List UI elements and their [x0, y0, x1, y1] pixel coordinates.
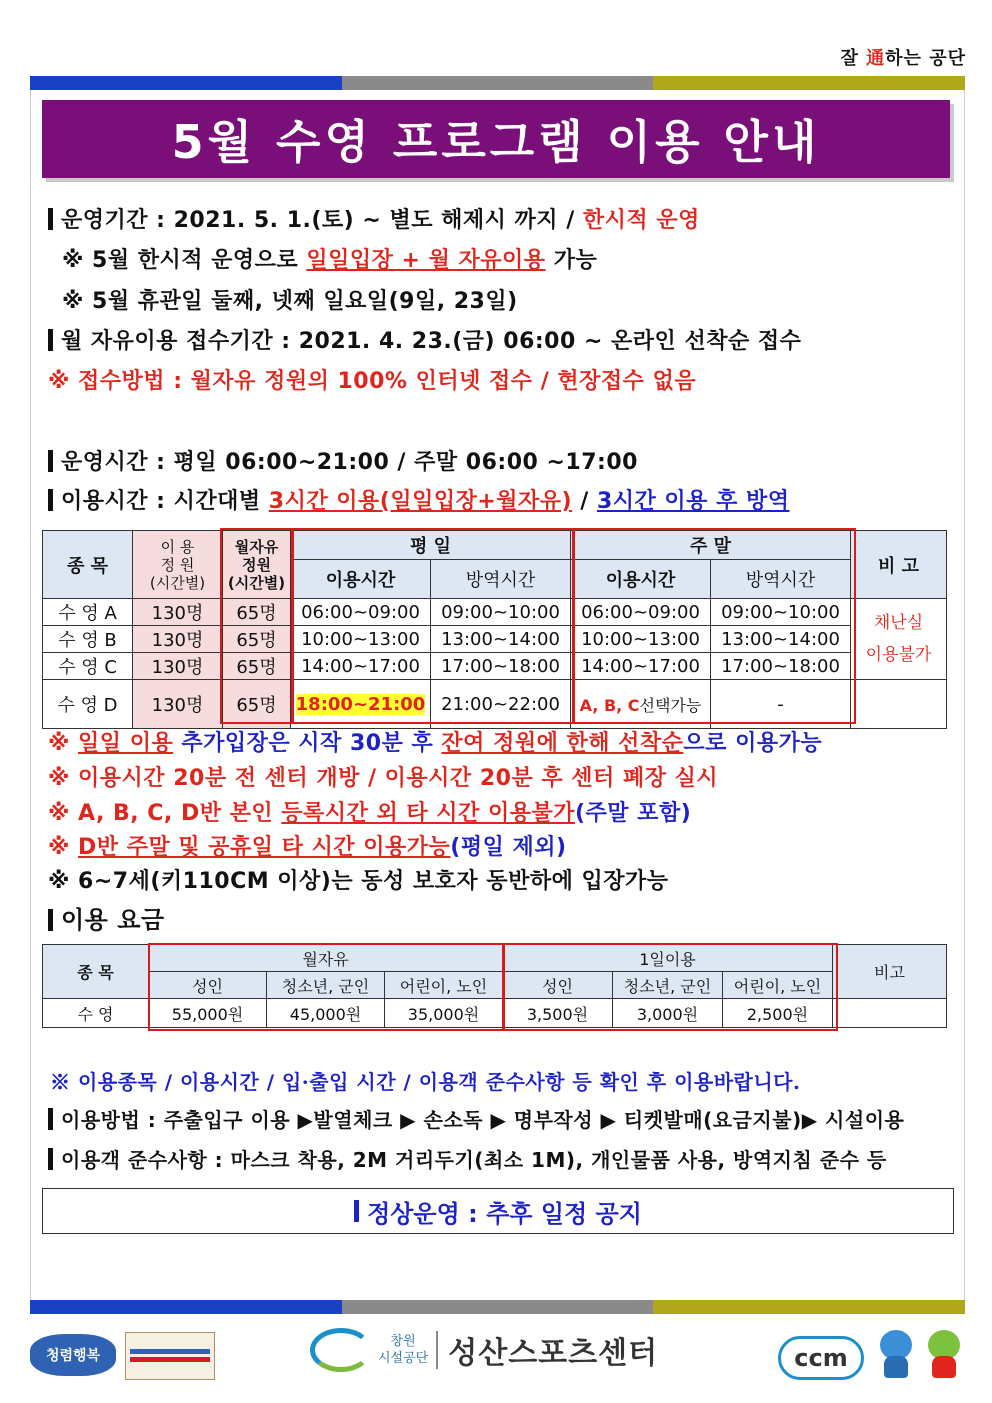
ccm-logo: ccm: [778, 1336, 864, 1380]
weekend-highlight-box: [572, 528, 856, 724]
h-weekend: 주 말: [571, 531, 851, 560]
h-capacity: 이 용 정 원 (시간별): [133, 531, 223, 599]
table-row: 수 영 55,000원 45,000원 35,000원 3,500원 3,000원 2,500원: [43, 999, 947, 1028]
title-banner: [42, 100, 950, 178]
info-period: 운영기간 : 2021. 5. 1.(토) ~ 별도 해제시 까지 / 한시적 운영: [48, 203, 700, 234]
note-1: ※ 일일 이용 추가입장은 시작 30분 후 잔여 정원에 한해 선착순으로 이용가능: [48, 731, 823, 756]
info-register: 월 자유이용 접수기간 : 2021. 4. 23.(금) 06:00 ~ 온라인 선착순 접수: [48, 324, 801, 355]
top-stripe: [30, 76, 965, 90]
fees-table: 종 목 월자유 1일이용 비고 성인 청소년, 군인 어린이, 노인 성인 청소년, 군인 어린이, 노인 수 영 55,000원 45,000원 35,000원 3,500원 3,000원 2,500원: [42, 944, 947, 1028]
h-note: 비 고: [851, 531, 947, 599]
table-row: 수 영 D 130명 65명 18:00~21:00 21:00~22:00 A, B, C선택가능 -: [43, 680, 947, 729]
h-item: 종 목: [43, 531, 133, 599]
monthly-fee-box: [148, 943, 505, 1031]
h-we-dis: 방역시간: [711, 560, 851, 599]
info-usage: 이용시간 : 시간대별 3시간 이용(일일입장+월자유) / 3시간 이용 후 방역: [48, 484, 790, 515]
h-wd-dis: 방역시간: [431, 560, 571, 599]
table-row: 수 영 B 130명 65명 10:00~13:00 13:00~14:00 10:00~13:00 13:00~14:00: [43, 626, 947, 653]
slogan: 잘 通하는 공단: [840, 48, 966, 69]
usage-method: 이용방법 : 주출입구 이용 ▶발열체크 ▶ 손소독 ▶ 명부작성 ▶ 티켓발매(요금지불)▶ 시설이용: [48, 1104, 904, 1133]
fees-heading: 이용 요금: [48, 900, 165, 935]
note-cell: 채난실 이용불가: [851, 599, 947, 680]
info-hours: 운영시간 : 평일 06:00~21:00 / 주말 06:00 ~17:00: [48, 445, 638, 476]
page-title: 5월 수영 프로그램 이용 안내: [171, 115, 821, 169]
h-weekday: 평 일: [291, 531, 571, 560]
org-mark-icon: [310, 1328, 372, 1372]
city-logo: 청렴행복: [30, 1334, 116, 1376]
mascot-green-icon: [922, 1330, 966, 1380]
info-method: ※ 접수방법 : 월자유 정원의 100% 인터넷 접수 / 현장접수 없음: [48, 369, 697, 394]
notice-box: 정상운영 : 추후 일정 공지: [42, 1188, 954, 1234]
mascot-blue-icon: [874, 1330, 918, 1380]
h-we-use: 이용시간: [571, 560, 711, 599]
bottom-note: ※ 이용종목 / 이용시간 / 입·출입 시간 / 이용객 준수사항 등 확인 후 이용바랍니다.: [50, 1070, 801, 1094]
note-4: ※ D반 주말 및 공휴일 타 시간 이용가능(평일 제외): [48, 835, 567, 860]
info-temp: ※ 5월 한시적 운영으로 일일입장 + 월 자유이용 가능: [62, 248, 598, 273]
h-wd-use: 이용시간: [291, 560, 431, 599]
visitor-rules: 이용객 준수사항 : 마스크 착용, 2M 거리두기(최소 1M), 개인물품 사용, 방역지침 준수 등: [48, 1144, 887, 1173]
center-logo: 창원 시설공단 성산스포츠센터: [310, 1328, 658, 1372]
weekday-highlight-box: [291, 528, 575, 724]
note-2: ※ 이용시간 20분 전 센터 개방 / 이용시간 20분 후 센터 폐장 실시: [48, 766, 719, 791]
note-3: ※ A, B, C, D반 본인 등록시간 외 타 시간 이용불가(주말 포함): [48, 801, 692, 826]
table-row: 수 영 C 130명 65명 14:00~17:00 17:00~18:00 14:00~17:00 17:00~18:00: [43, 653, 947, 680]
daily-fee-box: [502, 943, 838, 1031]
certificate-logo: [125, 1332, 215, 1380]
table-row: 수 영 A 130명 65명 06:00~09:00 09:00~10:00 06:00~09:00 09:00~10:00 채난실 이용불가: [43, 599, 947, 626]
note-5: ※ 6~7세(키110CM 이상)는 동성 보호자 동반하에 입장가능: [48, 869, 669, 894]
bottom-stripe: [30, 1300, 965, 1314]
monthly-highlight-box: [220, 528, 294, 724]
info-closed: ※ 5월 휴관일 둘째, 넷째 일요일(9일, 23일): [62, 289, 518, 314]
h-monthly: 월자유 정원 (시간별): [223, 531, 291, 599]
